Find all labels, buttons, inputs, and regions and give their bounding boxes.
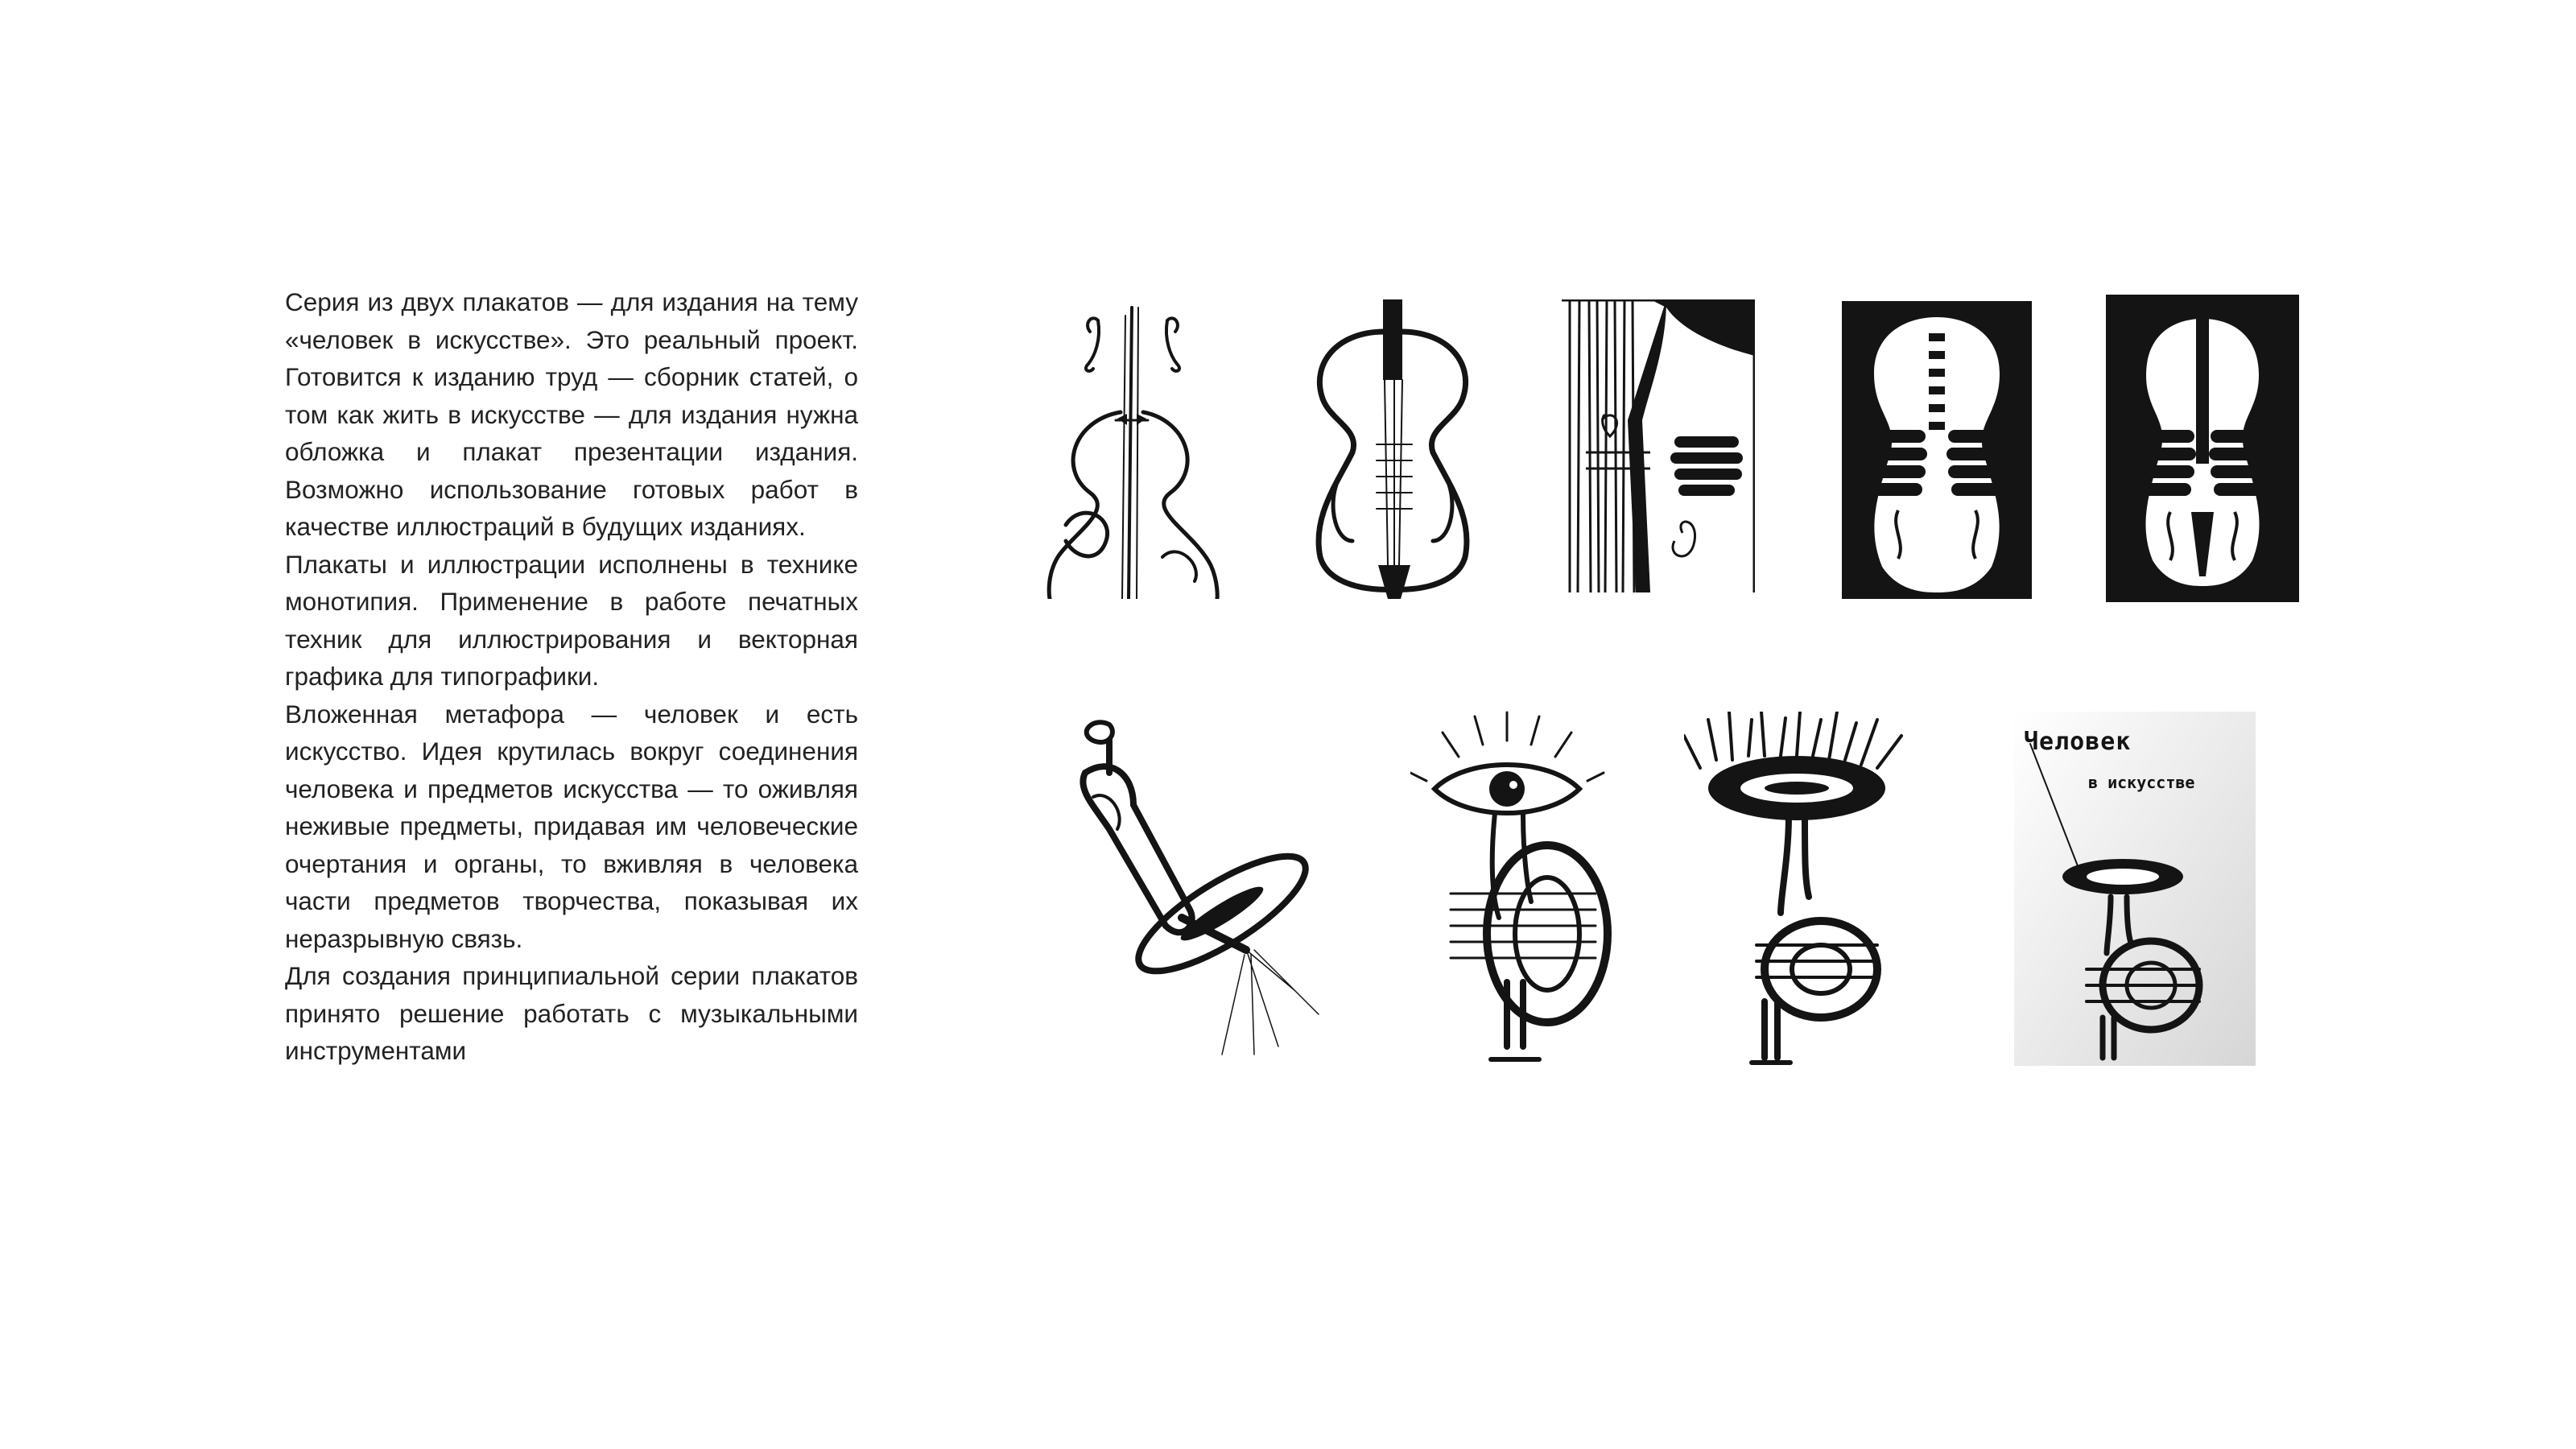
paragraph-1: Серия из двух плакатов — для издания на тему «человек в искусстве». Это реальный проект. Готовится к изданию труд — сборник статей, о том как жить в искусстве — для издания нужна обложка и плакат презентации издания. Возможно использование готовых работ в качестве иллюстраций в будущих изданиях. — [285, 287, 858, 541]
cello-sketch-4-illustration — [1842, 301, 2032, 599]
cello-sketch-3 — [1562, 299, 1755, 592]
trumpet-sketch-illustration — [1061, 708, 1331, 1063]
cello-sketch-5 — [2106, 295, 2299, 602]
tuba-crown-sketch-illustration — [1684, 712, 1919, 1066]
poster-sketch — [2014, 712, 2256, 1066]
paragraph-2: Плакаты и иллюстрации исполнены в технике монотипия. Применение в работе печатных техник для иллюстрирования и векторная графика для типографики. — [285, 549, 858, 691]
paragraph-4: Для создания принципиальной серии плакатов принято решение работать с музыкальными инструментами — [285, 961, 858, 1065]
description-text — [285, 283, 858, 1070]
cello-sketch-2 — [1304, 299, 1486, 599]
cello-sketch-1-illustration — [1042, 299, 1227, 599]
cello-sketch-3-illustration — [1562, 299, 1755, 592]
poster-title: Человек — [2024, 728, 2132, 756]
cello-sketch-1 — [1042, 299, 1227, 599]
paragraph-3: Вложенная метафора — человек и есть искусство. Идея крутилась вокруг соединения человека и предметов искусства — то оживляя неживые предметы, придавая им человеческие очертания и органы, то вживляя в человека части предметов творчества, показывая их неразрывную связь. — [285, 699, 858, 953]
tuba-eye-sketch-illustration — [1410, 708, 1637, 1067]
cello-sketch-2-illustration — [1304, 299, 1486, 599]
tuba-crown-sketch — [1684, 712, 1919, 1066]
cello-sketch-5-illustration — [2106, 295, 2299, 602]
trumpet-sketch — [1061, 708, 1331, 1063]
tuba-eye-sketch — [1410, 708, 1637, 1067]
poster-subtitle: в искусстве — [2088, 773, 2195, 792]
cello-sketch-4 — [1842, 301, 2032, 599]
poster-sketch-illustration — [2014, 712, 2256, 1066]
